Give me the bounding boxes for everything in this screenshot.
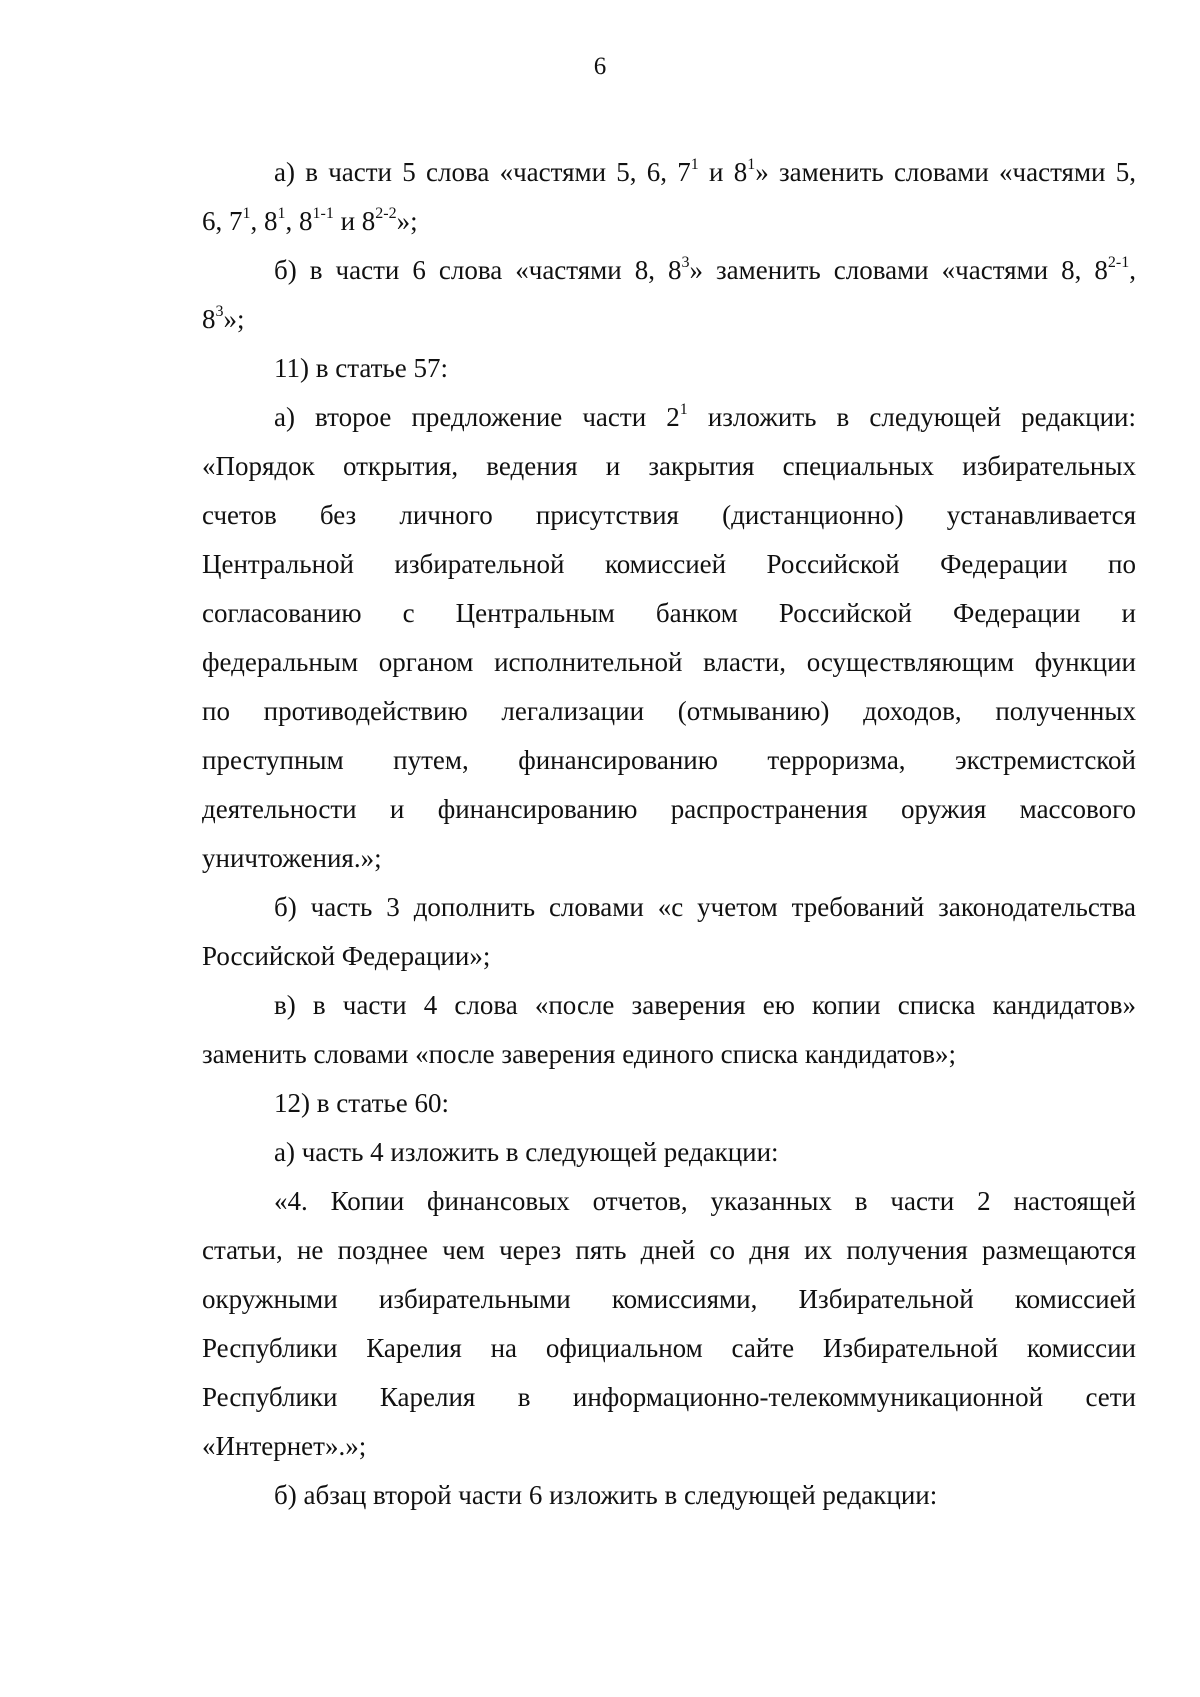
paragraph-b-part6 — [202, 246, 1136, 344]
page-number: 6 — [593, 53, 607, 80]
quoted-part-4 — [202, 1177, 1136, 1471]
paragraph-line: «4. Копии финансовых отчетов, указанных в части 2 настоящей — [274, 1186, 1136, 1216]
paragraph-line: уничтожения.»; — [202, 843, 382, 873]
paragraph-line: б) часть 3 дополнить словами «с учетом требований законодательства — [274, 892, 1136, 922]
heading-article-60: 12) в статье 60: — [274, 1088, 449, 1118]
paragraph-c-article57 — [202, 981, 1136, 1079]
paragraph-line: а) в части 5 слова «частями 5, 6, $7^1$ и $8^1$» заменить словами «частями 5, — [274, 156, 1136, 187]
paragraph-line: преступным путем, финансированию терроризма, экстремистской — [202, 745, 1136, 775]
paragraph-line: Республики Карелия в информационно-телекоммуникационной сети — [202, 1382, 1136, 1412]
paragraph-line: Российской Федерации»; — [202, 941, 491, 971]
heading-article-57: 11) в статье 57: — [274, 353, 448, 383]
paragraph-line: окружными избирательными комиссиями, Избирательной комиссией — [202, 1284, 1136, 1314]
paragraph-line: заменить словами «после заверения единого списка кандидатов»; — [202, 1039, 956, 1069]
paragraph-a-part5 — [202, 148, 1136, 246]
paragraph-line: в) в части 4 слова «после заверения ею копии списка кандидатов» — [274, 990, 1136, 1020]
paragraph-line: деятельности и финансированию распространения оружия массового — [202, 794, 1136, 824]
paragraph-line: б) в части 6 слова «частями 8, $8^3$» заменить словами «частями 8, 8$^{2-1}$, — [274, 254, 1136, 285]
paragraph-line: согласованию с Центральным банком Российской Федерации и — [202, 598, 1136, 628]
paragraph-line: федеральным органом исполнительной власти, осуществляющим функции — [202, 647, 1136, 677]
paragraph-b-article57 — [202, 883, 1136, 981]
paragraph-a-article57 — [202, 393, 1136, 883]
paragraph-line: 6, $7^1$, $8^1$, 8$^{1-1}$ и 8$^{2-2}$»; — [202, 205, 418, 236]
paragraph-line: Республики Карелия на официальном сайте Избирательной комиссии — [202, 1333, 1136, 1363]
paragraph-b-article60: б) абзац второй части 6 изложить в следующей редакции: — [274, 1480, 938, 1510]
paragraph-line: $8^3$»; — [202, 303, 245, 334]
paragraph-line: а) второе предложение части $2^1$ изложить в следующей редакции: — [274, 401, 1136, 432]
document-body — [202, 148, 1136, 1520]
paragraph-line: счетов без личного присутствия (дистанционно) устанавливается — [202, 500, 1136, 530]
paragraph-line: «Порядок открытия, ведения и закрытия специальных избирательных — [202, 451, 1136, 481]
paragraph-a-article60: а) часть 4 изложить в следующей редакции: — [274, 1137, 779, 1167]
paragraph-line: «Интернет».»; — [202, 1431, 367, 1461]
paragraph-line: статьи, не позднее чем через пять дней со дня их получения размещаются — [202, 1235, 1136, 1265]
paragraph-line: Центральной избирательной комиссией Российской Федерации по — [202, 549, 1136, 579]
paragraph-line: по противодействию легализации (отмыванию) доходов, полученных — [202, 696, 1136, 726]
